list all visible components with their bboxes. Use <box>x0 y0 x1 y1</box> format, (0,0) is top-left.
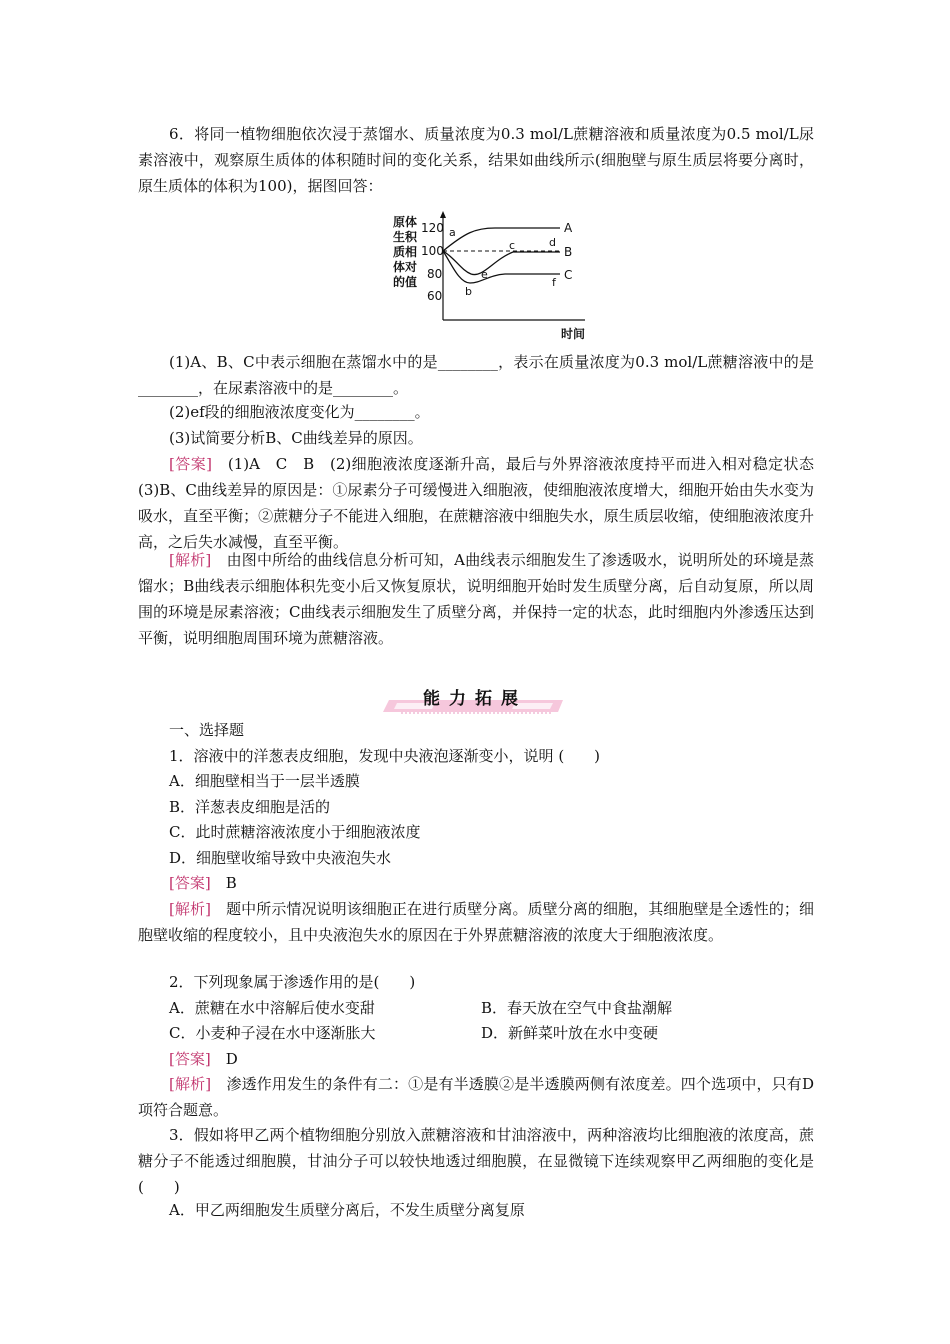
curve-label-A: A <box>564 221 573 235</box>
q6-analysis <box>138 547 814 651</box>
q1-option-a: A．细胞壁相当于一层半透膜 <box>169 772 360 790</box>
curve-label-B: B <box>564 245 573 259</box>
curve-B <box>443 251 560 275</box>
q1-option-b: B．洋葱表皮细胞是活的 <box>169 798 331 816</box>
q6-analysis-text: 由图中所给的曲线信息分析可知，A曲线表示细胞发生了渗透吸水，说明所处的环境是蒸馏水；B曲线表示细胞体积先变小后又恢复原状，说明细胞开始时发生质壁分离，后自动复原，所以周围的环境是尿素溶液；C曲线表示细胞发生了质壁分离，并保持一定的状态，此时细胞内外渗透压达到平衡，说明细胞周围环境为蔗糖溶液。 <box>138 551 814 647</box>
ylabel-line-4: 体对 <box>393 260 418 274</box>
point-label-a: a <box>449 226 456 239</box>
q6-sub1: (1)A、B、C中表示细胞在蒸馏水中的是________，表示在质量浓度为0.3 mol/L蔗糖溶液中的是________，在尿素溶液中的是________。 <box>138 353 814 397</box>
q1-option-d: D．细胞壁收缩导致中央液泡失水 <box>169 849 392 867</box>
analysis-tag: [解析] <box>169 551 212 569</box>
ytick-80: 80 <box>427 267 443 281</box>
q2-analysis <box>138 1071 814 1123</box>
q1-option-c: C．此时蔗糖溶液浓度小于细胞液浓度 <box>169 823 421 841</box>
q3-stem: 3．假如将甲乙两个植物细胞分别放入蔗糖溶液和甘油溶液中，两种溶液均比细胞液的浓度高，蔗糖分子不能透过细胞膜，甘油分子可以较快地透过细胞膜，在显微镜下连续观察甲乙两细胞的变化是( ) <box>138 1126 814 1196</box>
answer-tag: [答案] <box>169 455 212 473</box>
volume-curve-graph <box>385 208 595 344</box>
section-title: 能力拓展 <box>423 689 527 709</box>
point-label-f: f <box>552 276 556 289</box>
ylabel-line-1: 原体 <box>393 215 418 229</box>
ylabel-line-3: 质相 <box>393 245 418 259</box>
point-label-c: c <box>509 239 516 252</box>
ylabel-line-2: 生积 <box>393 230 418 244</box>
analysis-tag: [解析] <box>169 900 211 918</box>
point-label-e: e <box>481 268 488 281</box>
q2-answer-text: D <box>225 1050 238 1068</box>
q1-answer-text: B <box>225 874 237 892</box>
ytick-120: 120 <box>421 221 444 235</box>
y-axis-arrow <box>440 211 446 218</box>
point-label-d: d <box>549 236 556 249</box>
q1-analysis <box>138 896 814 948</box>
q1-answer <box>169 870 237 896</box>
q2-stem: 2．下列现象属于渗透作用的是( ) <box>169 973 416 991</box>
q1-stem: 1．溶液中的洋葱表皮细胞，发现中央液泡逐渐变小，说明 ( ) <box>169 747 601 765</box>
q2-analysis-text: 渗透作用发生的条件有二：①是有半透膜②是半透膜两侧有浓度差。四个选项中，只有D项符合题意。 <box>138 1075 814 1119</box>
q6-sub2: (2)ef段的细胞液浓度变化为________。 <box>169 403 430 421</box>
q6-stem: 6．将同一植物细胞依次浸于蒸馏水、质量浓度为0.3 mol/L蔗糖溶液和质量浓度为0.5 mol/L尿素溶液中，观察原生质体的体积随时间的变化关系，结果如曲线所示(细胞壁与原生质层将要分离时，原生质体的体积为100)，据图回答： <box>138 125 814 195</box>
answer-tag: [答案] <box>169 1050 211 1068</box>
xlabel: 时间 <box>561 327 586 341</box>
q2-option-a: A．蔗糖在水中溶解后使水变甜 <box>169 999 375 1017</box>
q2-answer <box>169 1046 238 1072</box>
q2-option-d: D．新鲜菜叶放在水中变硬 <box>481 1024 659 1042</box>
q6-answer-text: (1)A C B (2)细胞液浓度逐渐升高，最后与外界溶液浓度持平而进入相对稳定状态 (3)B、C曲线差异的原因是：①尿素分子可缓慢进入细胞液，使细胞液浓度增大，细胞开始由失水变为吸水，直至平衡；②蔗糖分子不能进入细胞，在蔗糖溶液中细胞失水，原生质层收缩，使细胞液浓度升高，之后失水减慢，直至平衡。 <box>138 455 829 551</box>
ytick-60: 60 <box>427 289 443 303</box>
curve-label-C: C <box>564 268 573 282</box>
part-title: 一、选择题 <box>169 721 245 739</box>
q6-sub3: (3)试简要分析B、C曲线差异的原因。 <box>169 429 423 447</box>
ylabel-line-5: 的值 <box>393 275 418 289</box>
q2-option-b: B．春天放在空气中食盐潮解 <box>481 999 673 1017</box>
ytick-100: 100 <box>421 244 444 258</box>
q2-option-c: C．小麦种子浸在水中逐渐胀大 <box>169 1024 376 1042</box>
q3-option-a: A．甲乙两细胞发生质壁分离后，不发生质壁分离复原 <box>169 1201 525 1219</box>
point-label-b: b <box>465 285 472 298</box>
volume-curve-figure <box>385 208 595 344</box>
section-banner <box>375 682 575 718</box>
analysis-tag: [解析] <box>169 1075 212 1093</box>
q6-answer <box>138 451 829 555</box>
answer-tag: [答案] <box>169 874 211 892</box>
curve-A <box>443 228 560 251</box>
q1-analysis-text: 题中所示情况说明该细胞正在进行质壁分离。质壁分离的细胞，其细胞壁是全透性的；细胞壁收缩的程度较小，且中央液泡失水的原因在于外界蔗糖溶液的浓度大于细胞液浓度。 <box>138 900 814 944</box>
